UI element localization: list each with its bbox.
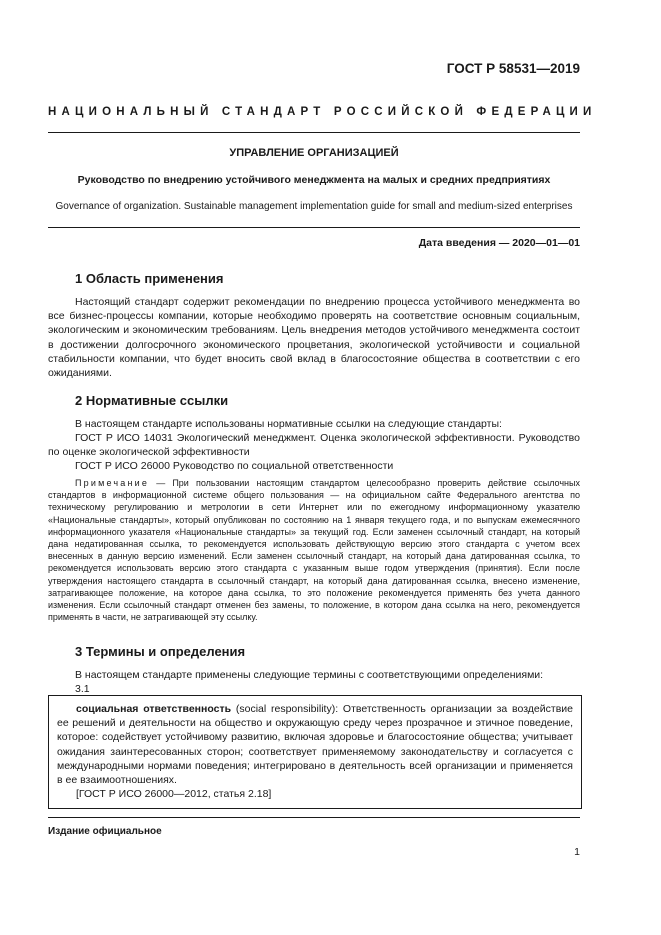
term-definition-text: (social responsibility): Ответственность организации за воздействие ее решений и деятельности на общество и окружающую среду через прозрачное и этичное поведение, которое: содействует устойчивому развитию, включая здоровье и благосостояние общества; учитывает ожидания заинтересованных сторон; соответствует применяемому законодательству и согласуется с международными нормами поведения; интегрировано в деятельность всей организации и применяется в ее взаимоотношениях. bbox=[57, 703, 573, 787]
section-2-heading: 2 Нормативные ссылки bbox=[75, 393, 229, 408]
header-divider bbox=[48, 132, 580, 133]
reference-item: ГОСТ Р ИСО 26000 Руководство по социальной ответственности bbox=[75, 460, 394, 472]
term-source: [ГОСТ Р ИСО 26000—2012, статья 2.18] bbox=[76, 788, 272, 801]
term-definition-box bbox=[48, 695, 582, 809]
term-name: социальная ответственность bbox=[76, 703, 232, 715]
term-definition bbox=[57, 702, 573, 787]
section-3-intro: В настоящем стандарте применены следующие термины с соответствующими определениями: bbox=[75, 669, 544, 681]
official-edition-label: Издание официальное bbox=[48, 826, 162, 837]
references-note bbox=[48, 477, 580, 623]
footer-divider bbox=[48, 817, 580, 818]
note-text: — При пользовании настоящим стандартом целесообразно проверить действие ссылочных стандартов в информационной системе общего пользования — на официальном сайте Федерального агентства по техническому регулированию и метрологии в сети Интернет или по ежегодному информационному указателю «Национальные стандарты», который опубликован по состоянию на 1 января текущего года, и по выпускам ежемесячного информационного указателя «Национальные стандарты» за текущий год. Если заменен ссылочный стандарт, на который дана недатированная ссылка, то рекомендуется использовать действующую версию этого стандарта с учетом всех внесенных в данную версию изменений. Если заменен ссылочный стандарт, на который дана датированная ссылка, то рекомендуется использовать версию этого стандарта с указанным выше годом утверждения (принятия). Если после утверждения настоящего стандарта в ссылочный стандарт, на который дана датированная ссылка, внесено изменение, затрагивающее положение, на которое дана ссылка, то это положение рекомендуется применять без учета данного изменения. Если ссылочный стандарт отменен без замены, то положение, в котором дана ссылка на него, рекомендуется применять в части, не затрагивающей эту ссылку. bbox=[48, 478, 580, 623]
note-label: Примечание bbox=[75, 478, 150, 488]
section-3-heading: 3 Термины и определения bbox=[75, 644, 246, 659]
term-number: 3.1 bbox=[75, 683, 90, 695]
introduction-date: Дата введения — 2020—01—01 bbox=[418, 237, 580, 249]
section-1-heading: 1 Область применения bbox=[75, 271, 224, 286]
document-title: УПРАВЛЕНИЕ ОРГАНИЗАЦИЕЙ bbox=[229, 147, 399, 159]
document-subtitle: Руководство по внедрению устойчивого менеджмента на малых и средних предприятиях bbox=[77, 174, 551, 186]
national-standard-banner: НАЦИОНАЛЬНЫЙ СТАНДАРТ РОССИЙСКОЙ ФЕДЕРАЦИИ bbox=[48, 106, 597, 118]
standard-number: ГОСТ Р 58531—2019 bbox=[446, 61, 580, 76]
section-2-intro: В настоящем стандарте использованы нормативные ссылки на следующие стандарты: bbox=[75, 418, 502, 430]
section-1-text: Настоящий стандарт содержит рекомендации по внедрению процесса устойчивого менеджмента во все бизнес-процессы компании, которые необходимо проверять на соответствие основным социальным, экологическим и экономическим требованиям. Цель внедрения методов устойчивого менеджмента состоит в достижении долгосрочного экономического процветания, экологической устойчивости и социальной стабильности компании, что будет вносить свой вклад в благосостояние общества в соответствии с его ожиданиями. bbox=[48, 296, 580, 380]
document-english-title: Governance of organization. Sustainable management implementation guide for small and medium-sized enterprises bbox=[55, 201, 573, 212]
reference-item: ГОСТ Р ИСО 14031 Экологический менеджмент. Оценка экологической эффективности. Руководство по оценке экологической эффективности bbox=[48, 432, 580, 459]
page-number: 1 bbox=[574, 846, 580, 858]
title-divider bbox=[48, 227, 580, 228]
